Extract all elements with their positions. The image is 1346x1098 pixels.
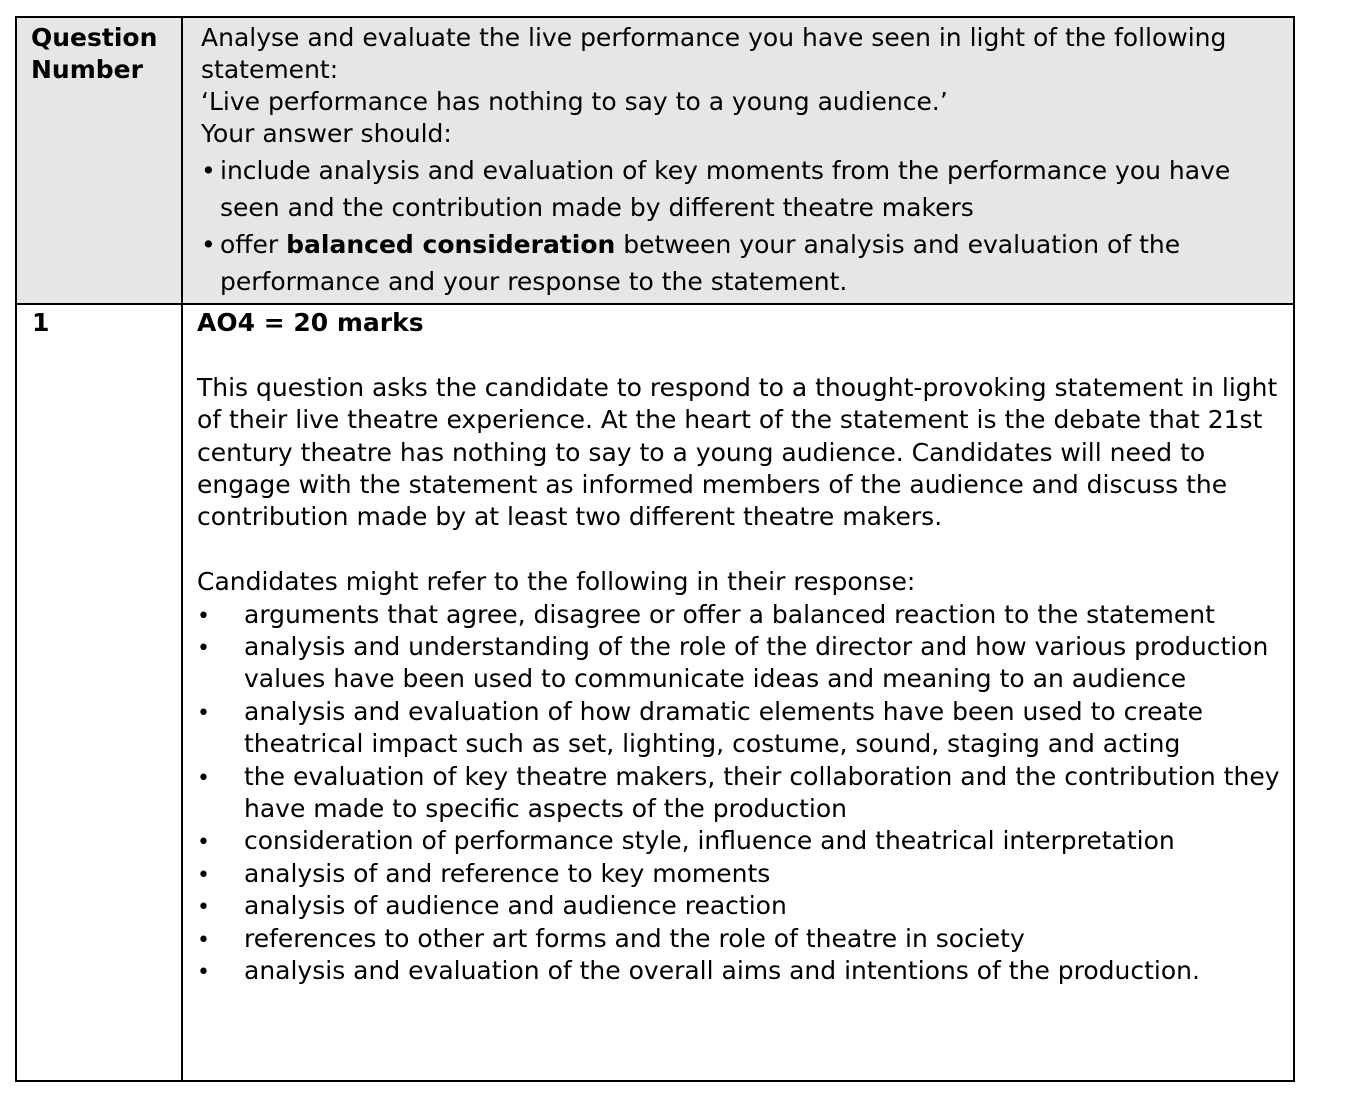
- list-item-text: analysis of audience and audience reaction: [244, 891, 787, 921]
- list-item: [197, 955, 1287, 987]
- list-item: [197, 858, 1287, 890]
- bullet-icon: •: [197, 765, 210, 791]
- row-divider: [17, 303, 1293, 305]
- header-cell-question: [183, 18, 1293, 303]
- bullet-icon: •: [197, 895, 210, 921]
- answer-guidance: [197, 307, 1287, 988]
- list-item-text: the evaluation of key theatre makers, their collaboration and the contribution they have made to specific aspects of the production: [244, 761, 1280, 824]
- bullet-icon: •: [197, 960, 210, 986]
- bullet-icon: •: [197, 700, 210, 726]
- bullet-icon: •: [201, 230, 216, 259]
- question-number: 1: [32, 308, 50, 337]
- bullet-icon: •: [197, 927, 210, 953]
- bullet-icon: •: [197, 603, 210, 629]
- list-item: [197, 599, 1287, 631]
- column-divider: [181, 18, 183, 1080]
- list-item-text: analysis of and reference to key moments: [244, 858, 771, 888]
- question-text: [201, 22, 1286, 300]
- list-item: [197, 890, 1287, 922]
- question-line: Analyse and evaluate the live performance you have seen in light of the following statement:: [201, 23, 1227, 84]
- list-item: [197, 761, 1287, 826]
- bullet-icon: •: [197, 830, 210, 856]
- list-item: [197, 631, 1287, 696]
- question-number-label: Question Number: [31, 23, 158, 84]
- list-item-text: analysis and evaluation of the overall aims and intentions of the production.: [244, 956, 1200, 986]
- bullet-icon: •: [201, 156, 216, 185]
- list-item-text: consideration of performance style, influence and theatrical interpretation: [244, 826, 1175, 856]
- list-item-text: references to other art forms and the role of theatre in society: [244, 923, 1025, 953]
- list-item-text: arguments that agree, disagree or offer a balanced reaction to the statement: [244, 599, 1215, 629]
- mark-scheme-table: [15, 16, 1295, 1082]
- marks-allocation: AO4 = 20 marks: [197, 308, 424, 337]
- guidance-intro: This question asks the candidate to respond to a thought-provoking statement in light of their live theatre experience. At the heart of the statement is the debate that 21st century theatre has nothing to say to a young audience. Candidates will need to engage with the statement as informed members of the audience and discuss the contribution made by at least two different theatre makers.: [197, 372, 1278, 532]
- list-item-text: analysis and evaluation of how dramatic elements have been used to create theatrical impact such as set, lighting, costume, sound, staging and acting: [244, 696, 1203, 759]
- question-statement: ‘Live performance has nothing to say to a young audience.’: [201, 87, 948, 116]
- question-bullet-text: between your analysis and evaluation of the performance and your response to the statement.: [220, 230, 1181, 296]
- bullet-icon: •: [197, 862, 210, 888]
- list-item: [197, 923, 1287, 955]
- list-intro: Candidates might refer to the following in their response:: [197, 567, 916, 597]
- bullet-icon: •: [197, 636, 210, 662]
- question-bullet: [201, 226, 1286, 300]
- list-item: [197, 825, 1287, 857]
- header-cell-question-number: [17, 18, 181, 303]
- list-item: [197, 696, 1287, 761]
- question-bullet-text: offer: [220, 230, 287, 259]
- question-bullet: [201, 152, 1286, 226]
- question-bullet-text: include analysis and evaluation of key moments from the performance you have seen and the contribution made by different theatre makers: [220, 156, 1231, 222]
- list-item-text: analysis and understanding of the role of the director and how various production values have been used to communicate ideas and meaning to an audience: [244, 632, 1269, 694]
- response-points-list: [197, 599, 1287, 988]
- question-bullet-emphasis: balanced consideration: [286, 230, 616, 259]
- question-line: Your answer should:: [201, 119, 452, 148]
- question-bullet-list: [201, 152, 1286, 300]
